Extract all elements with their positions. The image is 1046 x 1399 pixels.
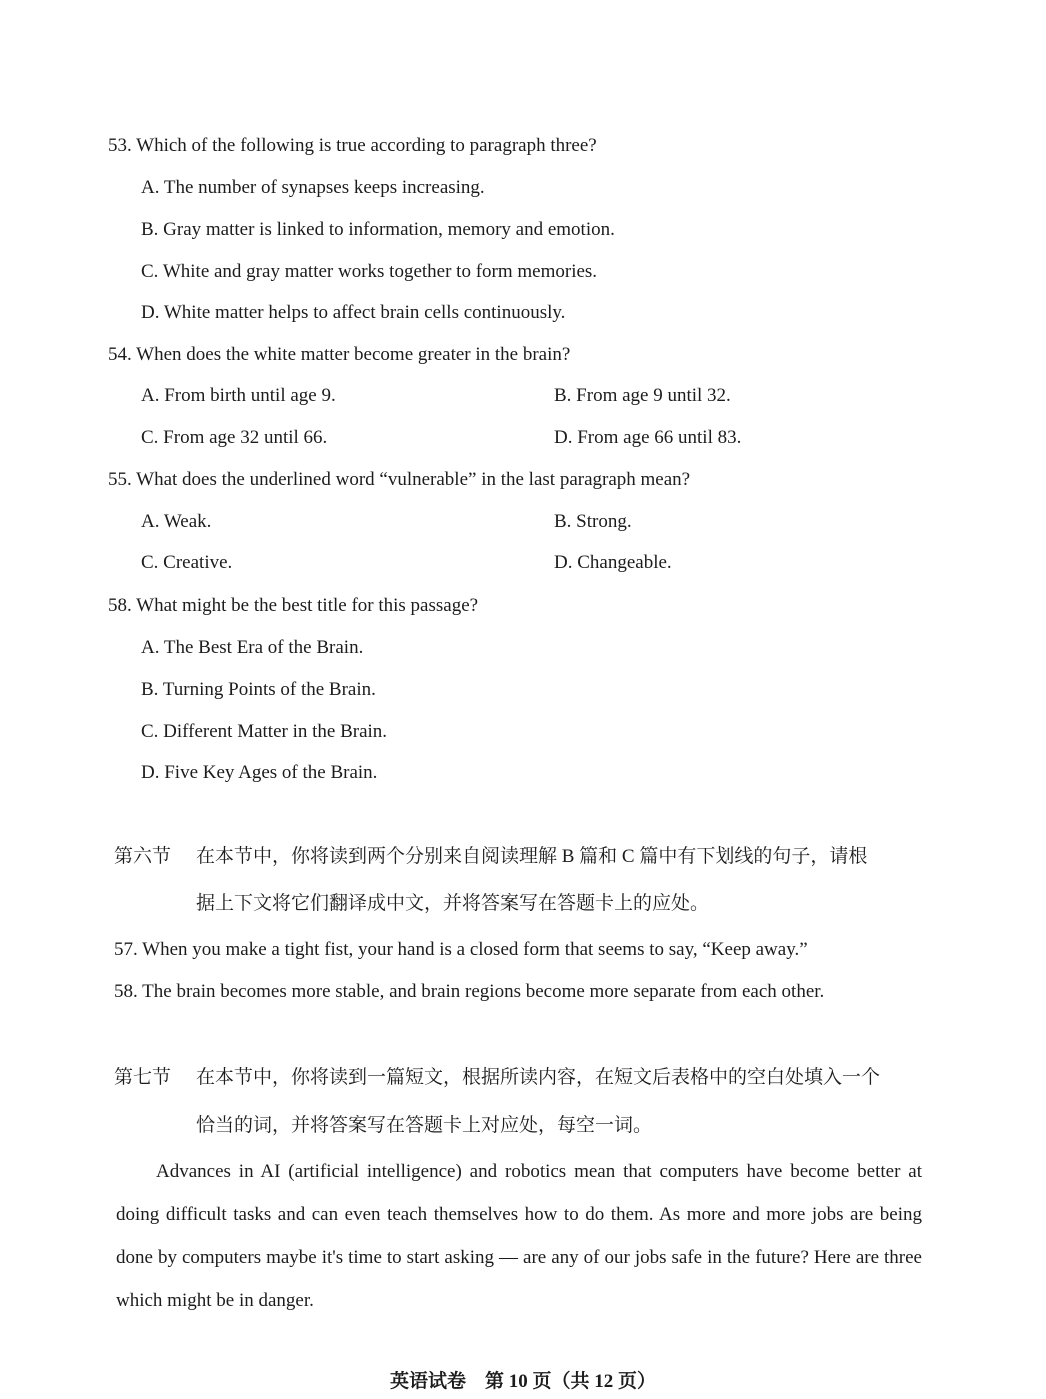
translation-item-58: 58. The brain becomes more stable, and brain regions become more separate from each other. [114, 981, 825, 1002]
section6-label: 第六节 [114, 846, 172, 867]
question-55-option-c: C. Creative. [141, 552, 233, 573]
question-53-option-a: A. The number of synapses keeps increasing. [141, 177, 485, 198]
question-54-option-a: A. From birth until age 9. [141, 385, 336, 406]
reading-passage-paragraph: Advances in AI (artificial intelligence) and robotics mean that computers have become better at doing difficult tasks and can even teach themselves how to do them. As more and more jobs are being done by computers maybe it's time to start asking — are any of our jobs safe in the future? Here are three which might be in danger. [116, 1161, 922, 1311]
question-54-stem: 54. When does the white matter become greater in the brain? [108, 344, 571, 365]
question-53-option-c: C. White and gray matter works together to form memories. [141, 261, 598, 282]
question-55-option-b: B. Strong. [554, 511, 632, 532]
section7-instruction-line1: 在本节中，你将读到一篇短文，根据所读内容，在短文后表格中的空白处填入一个 [196, 1067, 881, 1088]
question-54-option-c: C. From age 32 until 66. [141, 427, 328, 448]
section6-instruction-line1: 在本节中，你将读到两个分别来自阅读理解 B 篇和 C 篇中有下划线的句子，请根 [196, 846, 868, 867]
question-title-option-d: D. Five Key Ages of the Brain. [141, 762, 378, 783]
question-53-stem: 53. Which of the following is true according to paragraph three? [108, 135, 597, 156]
section7-label: 第七节 [114, 1067, 172, 1088]
question-55-stem: 55. What does the underlined word “vulnerable” in the last paragraph mean? [108, 469, 691, 490]
question-title-option-b: B. Turning Points of the Brain. [141, 679, 376, 700]
question-title-option-a: A. The Best Era of the Brain. [141, 637, 364, 658]
section7-instruction-line2: 恰当的词，并将答案写在答题卡上对应处，每空一词。 [196, 1115, 653, 1136]
question-55-option-a: A. Weak. [141, 511, 212, 532]
question-55-option-d: D. Changeable. [554, 552, 672, 573]
question-54-option-d: D. From age 66 until 83. [554, 427, 742, 448]
question-53-option-b: B. Gray matter is linked to information, memory and emotion. [141, 219, 615, 240]
page-footer: 英语试卷 第 10 页（共 12 页） [389, 1371, 656, 1392]
question-53-option-d: D. White matter helps to affect brain cells continuously. [141, 302, 566, 323]
section6-instruction-line2: 据上下文将它们翻译成中文，并将答案写在答题卡上的应处。 [196, 893, 710, 914]
question-54-option-b: B. From age 9 until 32. [554, 385, 731, 406]
question-title-option-c: C. Different Matter in the Brain. [141, 721, 388, 742]
question-title-stem: 58. What might be the best title for this passage? [108, 595, 479, 616]
translation-item-57: 57. When you make a tight fist, your hand is a closed form that seems to say, “Keep away.” [114, 939, 808, 960]
